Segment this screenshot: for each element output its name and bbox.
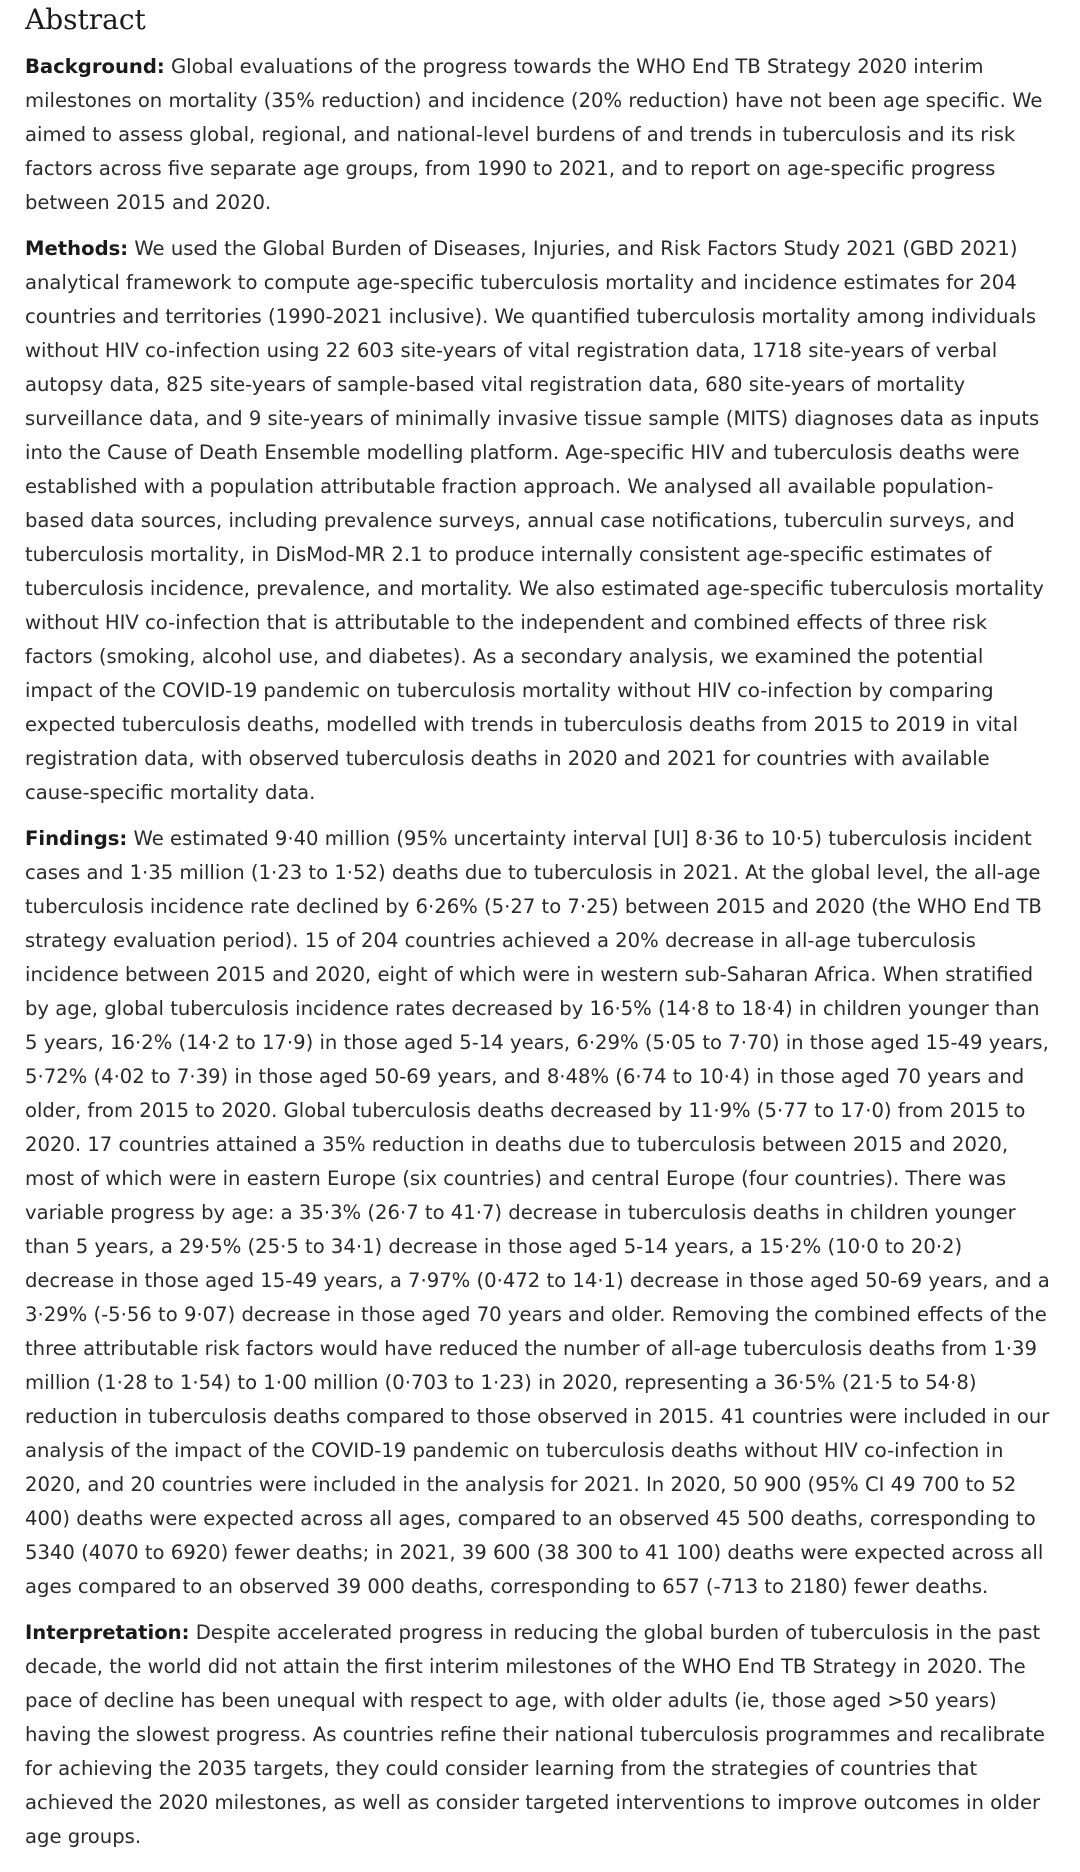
background-label: Background: <box>25 55 165 78</box>
methods-label: Methods: <box>25 237 129 260</box>
interpretation-text: Despite accelerated progress in reducing the global burden of tuberculosis in the past decade, the world did not attain the first interim milestones of the WHO End TB Strategy in 2020. The pace of decline has been unequal with respect to age, with older adults (ie, those aged >50 years) having the slowest progress. As countries refine their national tuberculosis programmes and recalibrate for achieving the 2035 targets, they could consider learning from the strategies of countries that achieved the 2020 milestones, as well as consider targeted interventions to improve outcomes in older age groups. <box>25 1621 1045 1848</box>
findings-label: Findings: <box>25 827 128 850</box>
background-section <box>25 50 1050 220</box>
methods-text: We used the Global Burden of Diseases, Injuries, and Risk Factors Study 2021 (GBD 2021) analytical framework to compute age-specific tuberculosis mortality and incidence estimates for 204 countries and territories (1990-2021 inclusive). We quantified tuberculosis mortality among individuals without HIV co-infection using 22 603 site-years of vital registration data, 1718 site-years of verbal autopsy data, 825 site-years of sample-based vital registration data, 680 site-years of mortality surveillance data, and 9 site-years of minimally invasive tissue sample (MITS) diagnoses data as inputs into the Cause of Death Ensemble modelling platform. Age-specific HIV and tuberculosis deaths were established with a population attributable fraction approach. We analysed all available population-based data sources, including prevalence surveys, annual case notifications, tuberculin surveys, and tuberculosis mortality, in DisMod-MR 2.1 to produce internally consistent age-specific estimates of tuberculosis incidence, prevalence, and mortality. We also estimated age-specific tuberculosis mortality without HIV co-infection that is attributable to the independent and combined effects of three risk factors (smoking, alcohol use, and diabetes). As a secondary analysis, we examined the potential impact of the COVID-19 pandemic on tuberculosis mortality without HIV co-infection by comparing expected tuberculosis deaths, modelled with trends in tuberculosis deaths from 2015 to 2019 in vital registration data, with observed tuberculosis deaths in 2020 and 2021 for countries with available cause-specific mortality data. <box>25 237 1044 804</box>
findings-section <box>25 822 1050 1604</box>
methods-section <box>25 232 1050 810</box>
interpretation-label: Interpretation: <box>25 1621 190 1644</box>
interpretation-section <box>25 1616 1050 1854</box>
abstract-heading: Abstract <box>25 3 146 36</box>
background-text: Global evaluations of the progress towards the WHO End TB Strategy 2020 interim milestones on mortality (35% reduction) and incidence (20% reduction) have not been age specific. We aimed to assess global, regional, and national-level burdens of and trends in tuberculosis and its risk factors across five separate age groups, from 1990 to 2021, and to report on age-specific progress between 2015 and 2020. <box>25 55 1043 214</box>
findings-text: We estimated 9·40 million (95% uncertainty interval [UI] 8·36 to 10·5) tuberculosis incident cases and 1·35 million (1·23 to 1·52) deaths due to tuberculosis in 2021. At the global level, the all-age tuberculosis incidence rate declined by 6·26% (5·27 to 7·25) between 2015 and 2020 (the WHO End TB strategy evaluation period). 15 of 204 countries achieved a 20% decrease in all-age tuberculosis incidence between 2015 and 2020, eight of which were in western sub-Saharan Africa. When stratified by age, global tuberculosis incidence rates decreased by 16·5% (14·8 to 18·4) in children younger than 5 years, 16·2% (14·2 to 17·9) in those aged 5-14 years, 6·29% (5·05 to 7·70) in those aged 15-49 years, 5·72% (4·02 to 7·39) in those aged 50-69 years, and 8·48% (6·74 to 10·4) in those aged 70 years and older, from 2015 to 2020. Global tuberculosis deaths decreased by 11·9% (5·77 to 17·0) from 2015 to 2020. 17 countries attained a 35% reduction in deaths due to tuberculosis between 2015 and 2020, most of which were in eastern Europe (six countries) and central Europe (four countries). There was variable progress by age: a 35·3% (26·7 to 41·7) decrease in tuberculosis deaths in children younger than 5 years, a 29·5% (25·5 to 34·1) decrease in those aged 5-14 years, a 15·2% (10·0 to 20·2) decrease in those aged 15-49 years, a 7·97% (0·472 to 14·1) decrease in those aged 50-69 years, and a 3·29% (-5·56 to 9·07) decrease in those aged 70 years and older. Removing the combined effects of the three attributable risk factors would have reduced the number of all-age tuberculosis deaths from 1·39 million (1·28 to 1·54) to 1·00 million (0·703 to 1·23) in 2020, representing a 36·5% (21·5 to 54·8) reduction in tuberculosis deaths compared to those observed in 2015. 41 countries were included in our analysis of the impact of the COVID-19 pandemic on tuberculosis deaths without HIV co-infection in 2020, and 20 countries were included in the analysis for 2021. In 2020, 50 900 (95% CI 49 700 to 52 400) deaths were expected across all ages, compared to an observed 45 500 deaths, corresponding to 5340 (4070 to 6920) fewer deaths; in 2021, 39 600 (38 300 to 41 100) deaths were expected across all ages compared to an observed 39 000 deaths, corresponding to 657 (-713 to 2180) fewer deaths. <box>25 827 1050 1598</box>
